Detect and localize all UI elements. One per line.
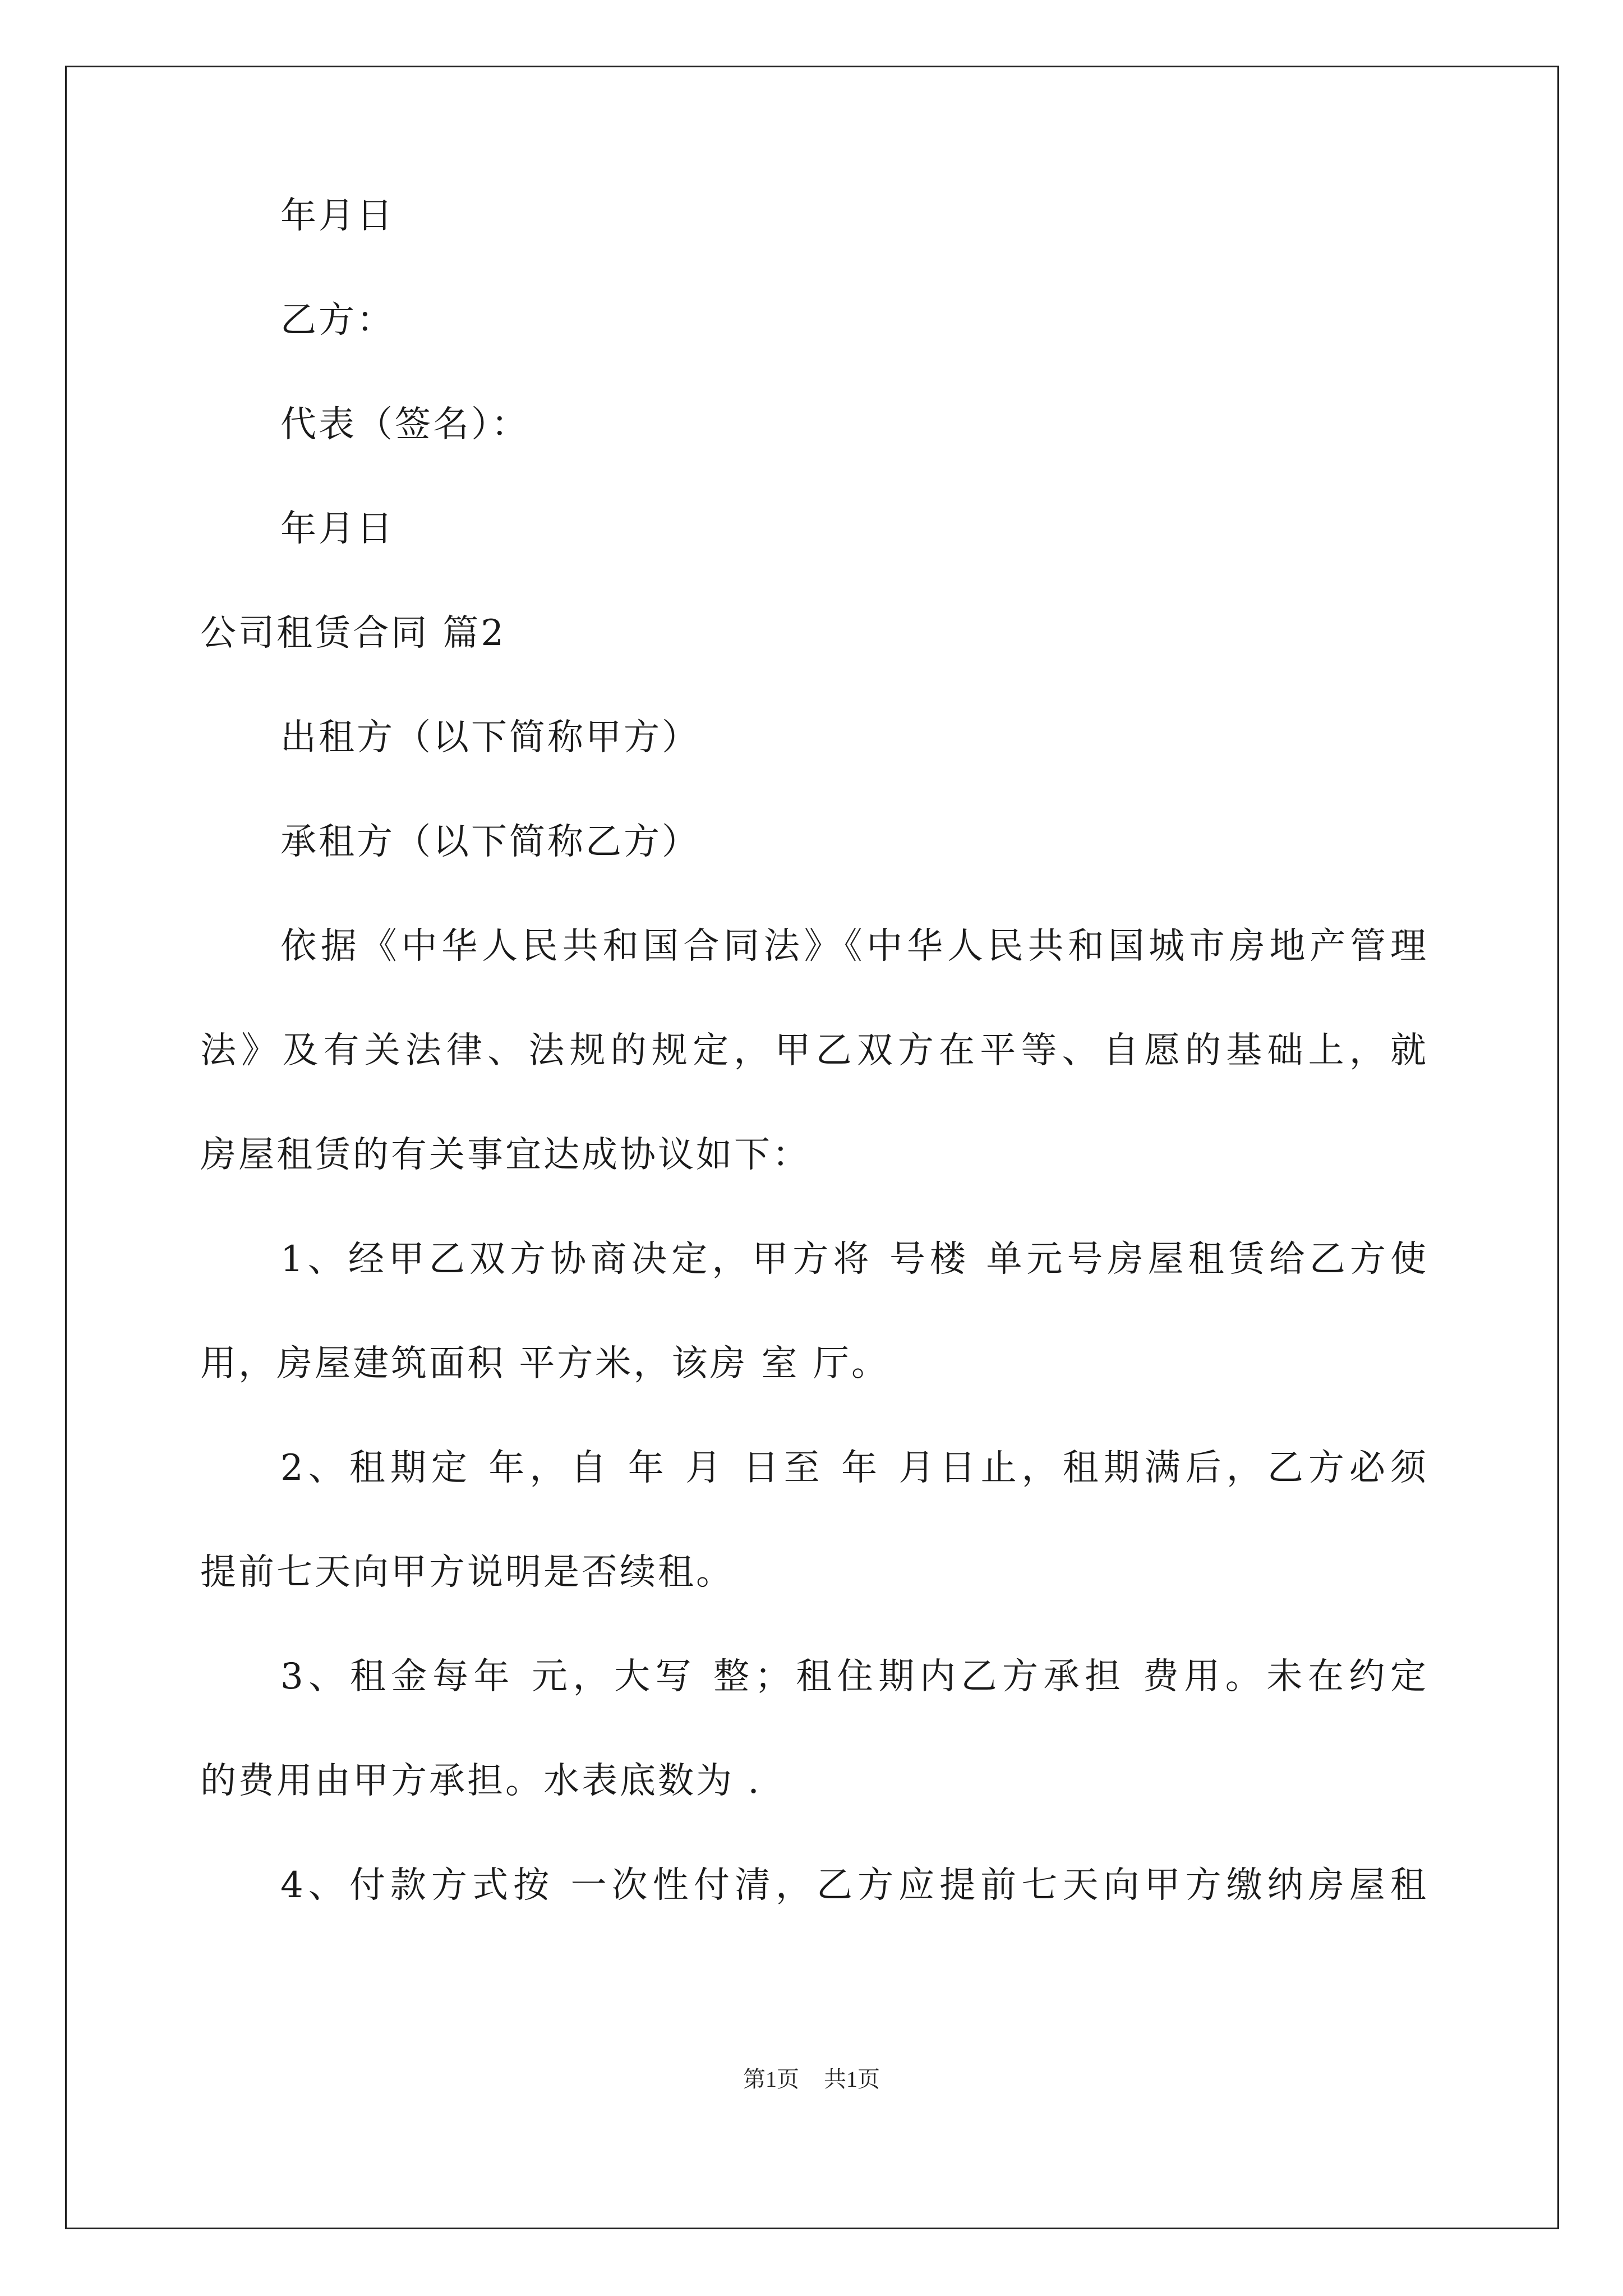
clause-1-line-2: 用，房屋建筑面积 平方米，该房 室 厅。 [200, 1343, 890, 1384]
clause-2-line-1: 2、租期定 年，自 年 月 日至 年 月日止，租期满后，乙方必须 [280, 1447, 1428, 1489]
date-line-2: 年月日 [280, 508, 395, 550]
lessor-line: 出租方（以下简称甲方） [280, 717, 700, 758]
section-heading: 公司租赁合同 篇2 [200, 613, 506, 654]
date-line-1: 年月日 [280, 195, 395, 237]
party-b-label: 乙方： [280, 300, 395, 341]
clause-2-line-2: 提前七天向甲方说明是否续租。 [200, 1552, 734, 1593]
page-total: 共1页 [824, 2067, 880, 2092]
representative-signature-label: 代表（签名）： [280, 404, 529, 445]
page-number: 第1页 [743, 2067, 799, 2092]
preamble-line-1: 依据《中华人民共和国合同法》《中华人民共和国城市房地产管理 [280, 926, 1428, 967]
clause-4-line-1: 4、付款方式按 一次性付清，乙方应提前七天向甲方缴纳房屋租 [280, 1865, 1428, 1906]
preamble-line-2: 法》及有关法律、法规的规定，甲乙双方在平等、自愿的基础上，就 [200, 1030, 1428, 1071]
clause-3-line-2: 的费用由甲方承担。水表底数为 . [200, 1760, 762, 1802]
clause-1-line-1: 1、经甲乙双方协商决定，甲方将 号楼 单元号房屋租赁给乙方使 [280, 1239, 1428, 1280]
page-footer [0, 2065, 1623, 2093]
clause-3-line-1: 3、租金每年 元，大写 整；租住期内乙方承担 费用。未在约定 [280, 1656, 1428, 1697]
preamble-line-3: 房屋租赁的有关事宜达成协议如下： [200, 1134, 810, 1176]
lessee-line: 承租方（以下简称乙方） [280, 821, 700, 863]
